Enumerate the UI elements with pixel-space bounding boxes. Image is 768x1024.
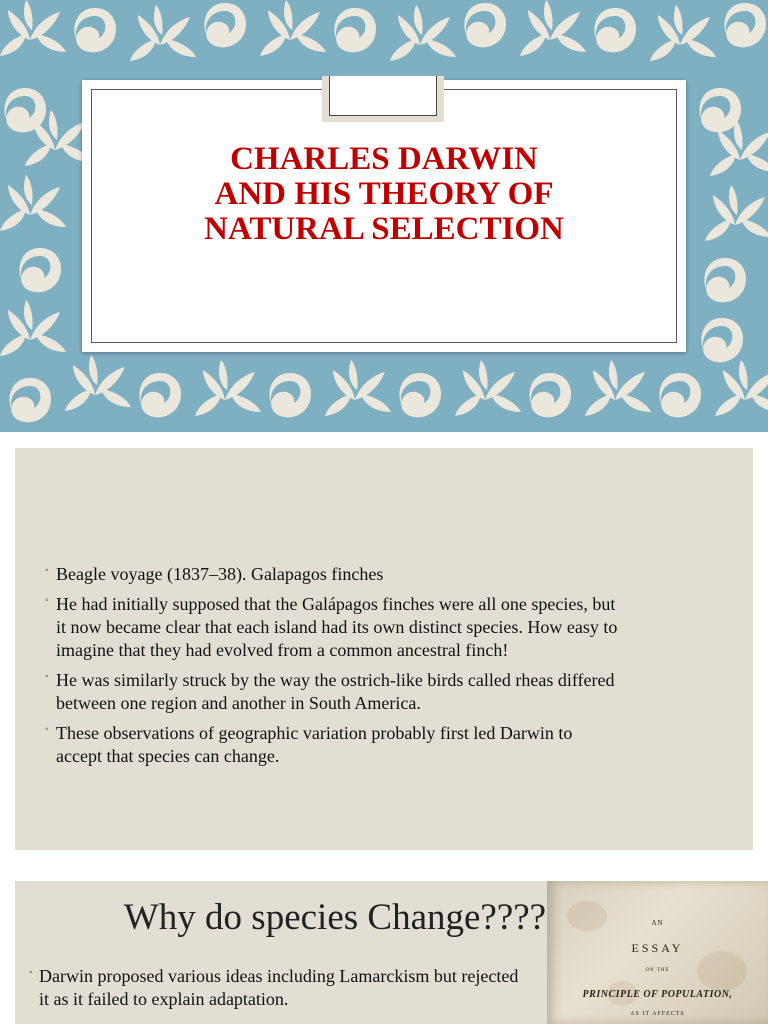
essay-affects-line: AS IT AFFECTS (630, 1011, 685, 1017)
essay-word-essay: ESSAY (631, 941, 684, 955)
title-slide (0, 0, 768, 432)
essay-word-an: AN (651, 919, 664, 927)
bullet-circle-icon: ◦ (45, 565, 49, 576)
bullet-list (29, 965, 519, 1017)
title-card-tab (322, 76, 444, 122)
bullet-circle-icon: ◦ (29, 967, 33, 978)
bullet-text: He had initially supposed that the Galápagos finches were all one species, but it now became clear that each island had its own distinct species. How easy to imagine that they had evolved from a common ancestral finch! (56, 594, 618, 660)
list-item (45, 563, 620, 586)
list-item (45, 669, 620, 715)
bullet-circle-icon: ◦ (45, 671, 49, 682)
list-item (45, 722, 620, 768)
bullet-text: He was similarly struck by the way the ostrich-like birds called rheas differed between one region and another in South America. (56, 670, 615, 713)
essay-subject-line: PRINCIPLE OF POPULATION, (582, 989, 733, 1000)
title-line-2: AND HIS THEORY OF (214, 176, 554, 212)
bullet-text: Beagle voyage (1837–38). Galapagos finches (56, 564, 384, 584)
why-species-change-slide (15, 881, 768, 1024)
title-card (82, 80, 686, 352)
presentation-title (82, 142, 686, 247)
title-line-3: NATURAL SELECTION (204, 211, 564, 247)
bullet-circle-icon: ◦ (45, 724, 49, 735)
bullet-text: These observations of geographic variation probably first led Darwin to accept that species can change. (56, 723, 573, 766)
list-item (45, 593, 620, 662)
essay-word-on-the: ON THE (645, 968, 670, 973)
beagle-voyage-slide (15, 448, 753, 850)
bullet-text: Darwin proposed various ideas including Lamarckism but rejected it as it failed to explain adaptation. (39, 966, 519, 1009)
bullet-list (45, 563, 620, 775)
list-item (29, 965, 519, 1011)
title-line-1: CHARLES DARWIN (230, 141, 538, 177)
bullet-circle-icon: ◦ (45, 595, 49, 606)
slide-title: Why do species Change???? (123, 897, 547, 938)
